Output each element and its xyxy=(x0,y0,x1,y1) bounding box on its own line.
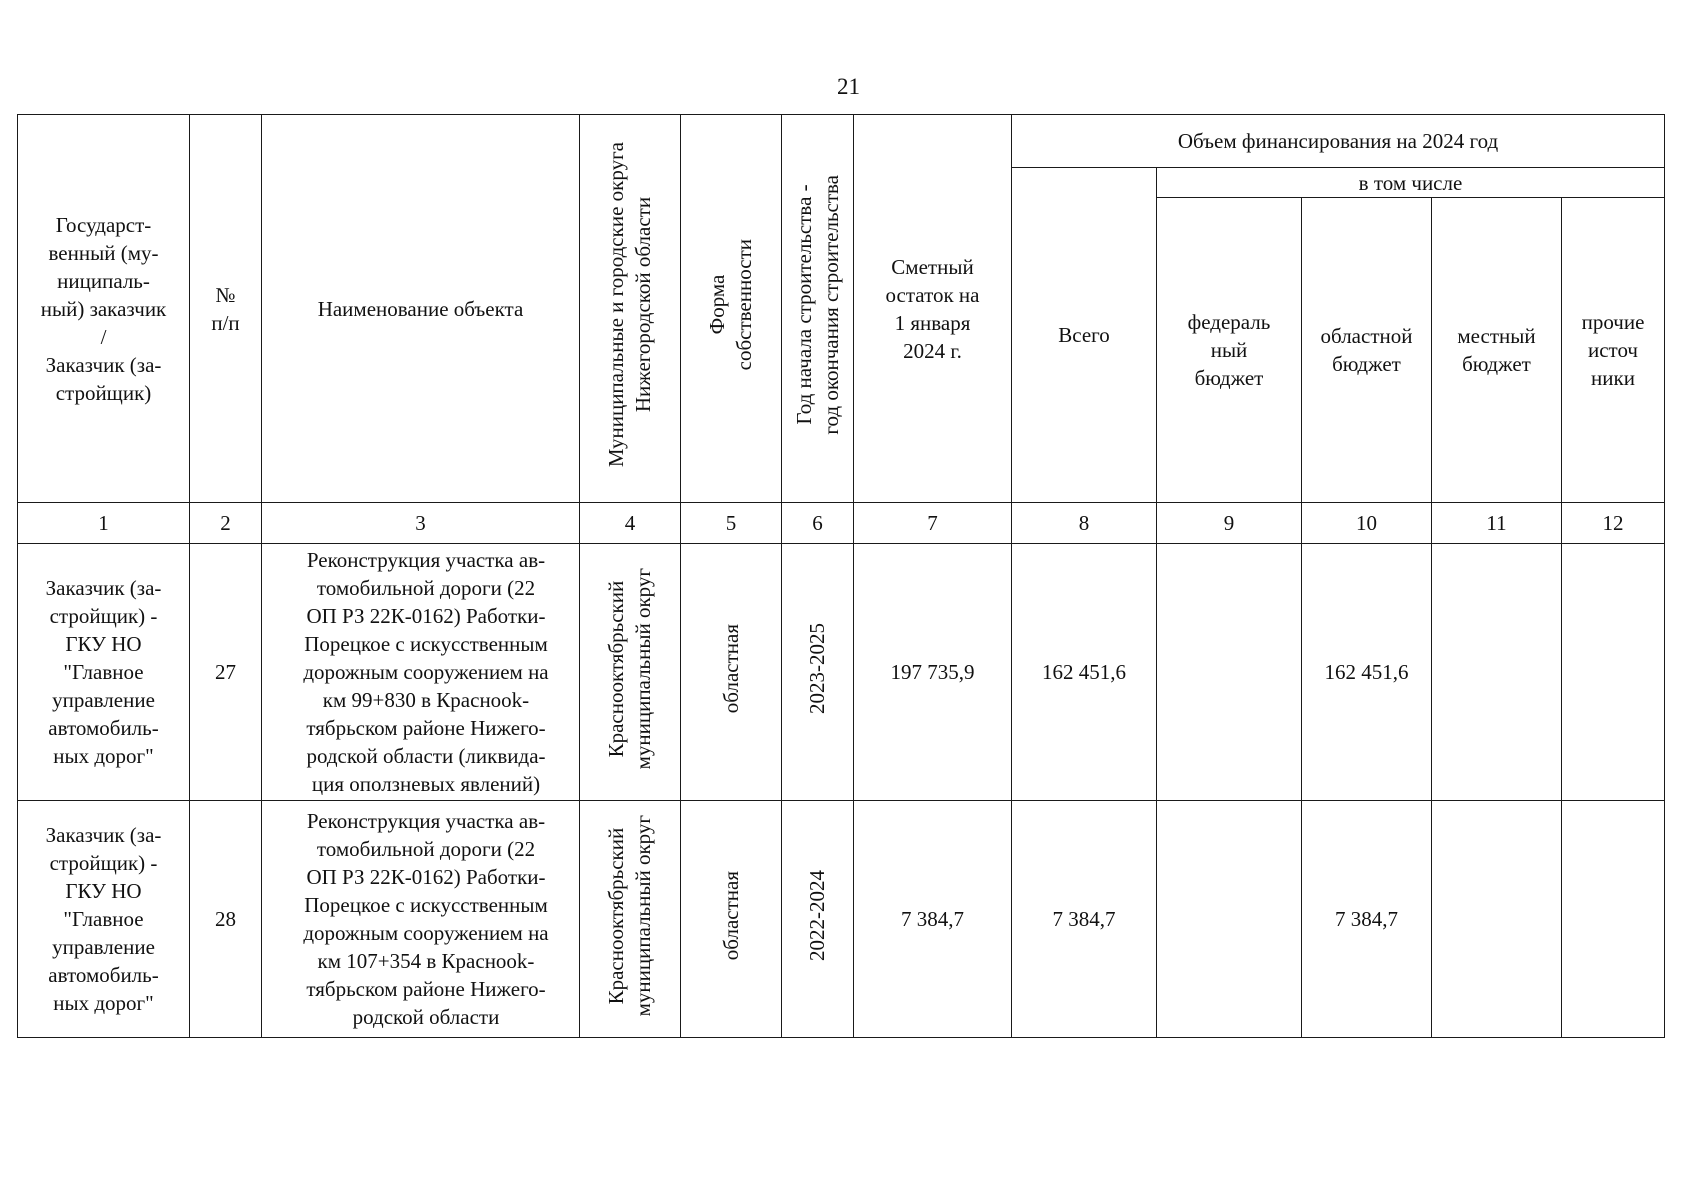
header-object-name: Наименование объекта xyxy=(262,115,580,503)
header-estimate: Сметный остаток на 1 января 2024 г. xyxy=(854,115,1012,503)
column-number: 8 xyxy=(1012,503,1157,544)
cell-local xyxy=(1432,801,1562,1038)
header-years: Год начала строительства - год окончания строительства xyxy=(782,115,854,503)
column-number-row xyxy=(18,503,1665,544)
column-number: 2 xyxy=(190,503,262,544)
cell-ownership: областная xyxy=(681,544,782,801)
cell-object-name: Реконструкция участка ав- томобильной дороги (22 ОП РЗ 22К-0162) Работки- Порецкое с искусственным дорожным сооружением на км 99+830 в Краснook- тябрьском районе Нижего- родской области (ликвида- ция оползневых явлений) xyxy=(262,544,580,801)
header-ownership: Форма собственности xyxy=(681,115,782,503)
cell-total: 162 451,6 xyxy=(1012,544,1157,801)
column-number: 7 xyxy=(854,503,1012,544)
cell-federal xyxy=(1157,801,1302,1038)
column-number: 11 xyxy=(1432,503,1562,544)
cell-years: 2022-2024 xyxy=(782,801,854,1038)
header-regional: областной бюджет xyxy=(1302,198,1432,503)
column-number: 3 xyxy=(262,503,580,544)
column-number: 9 xyxy=(1157,503,1302,544)
header-other: прочие источ ники xyxy=(1562,198,1665,503)
cell-customer: Заказчик (за- стройщик) - ГКУ НО "Главное управление автомобиль- ных дорог" xyxy=(18,544,190,801)
header-federal: федераль ный бюджет xyxy=(1157,198,1302,503)
header-total: Всего xyxy=(1012,168,1157,503)
column-number: 6 xyxy=(782,503,854,544)
cell-municipality: Краснооктябрьский муниципальный округ xyxy=(580,544,681,801)
cell-number: 27 xyxy=(190,544,262,801)
cell-object-name: Реконструкция участка ав- томобильной дороги (22 ОП РЗ 22К-0162) Работки- Порецкое с искусственным дорожным сооружением на км 107+354 в Краснook- тябрьском районе Нижего- родской области xyxy=(262,801,580,1038)
column-number: 12 xyxy=(1562,503,1665,544)
cell-estimate: 197 735,9 xyxy=(854,544,1012,801)
table-row xyxy=(18,544,1665,801)
column-number: 5 xyxy=(681,503,782,544)
cell-other xyxy=(1562,544,1665,801)
header-number: № п/п xyxy=(190,115,262,503)
table-row xyxy=(18,801,1665,1038)
header-municipality: Муниципальные и городские округа Нижегородской области xyxy=(580,115,681,503)
cell-ownership: областная xyxy=(681,801,782,1038)
cell-total: 7 384,7 xyxy=(1012,801,1157,1038)
cell-municipality: Краснооктябрьский муниципальный округ xyxy=(580,801,681,1038)
header-row-top xyxy=(18,115,1665,168)
cell-local xyxy=(1432,544,1562,801)
header-including: в том числе xyxy=(1157,168,1665,198)
column-number: 4 xyxy=(580,503,681,544)
header-local: местный бюджет xyxy=(1432,198,1562,503)
cell-federal xyxy=(1157,544,1302,801)
column-number: 10 xyxy=(1302,503,1432,544)
page-number: 21 xyxy=(837,74,860,99)
cell-other xyxy=(1562,801,1665,1038)
financing-table xyxy=(17,114,1665,1038)
column-number: 1 xyxy=(18,503,190,544)
header-funding-title: Объем финансирования на 2024 год xyxy=(1012,115,1665,168)
cell-regional: 7 384,7 xyxy=(1302,801,1432,1038)
cell-regional: 162 451,6 xyxy=(1302,544,1432,801)
cell-number: 28 xyxy=(190,801,262,1038)
header-customer: Государст- венный (му- ниципаль- ный) заказчик / Заказчик (за- стройщик) xyxy=(18,115,190,503)
cell-estimate: 7 384,7 xyxy=(854,801,1012,1038)
cell-years: 2023-2025 xyxy=(782,544,854,801)
cell-customer: Заказчик (за- стройщик) - ГКУ НО "Главное управление автомобиль- ных дорог" xyxy=(18,801,190,1038)
